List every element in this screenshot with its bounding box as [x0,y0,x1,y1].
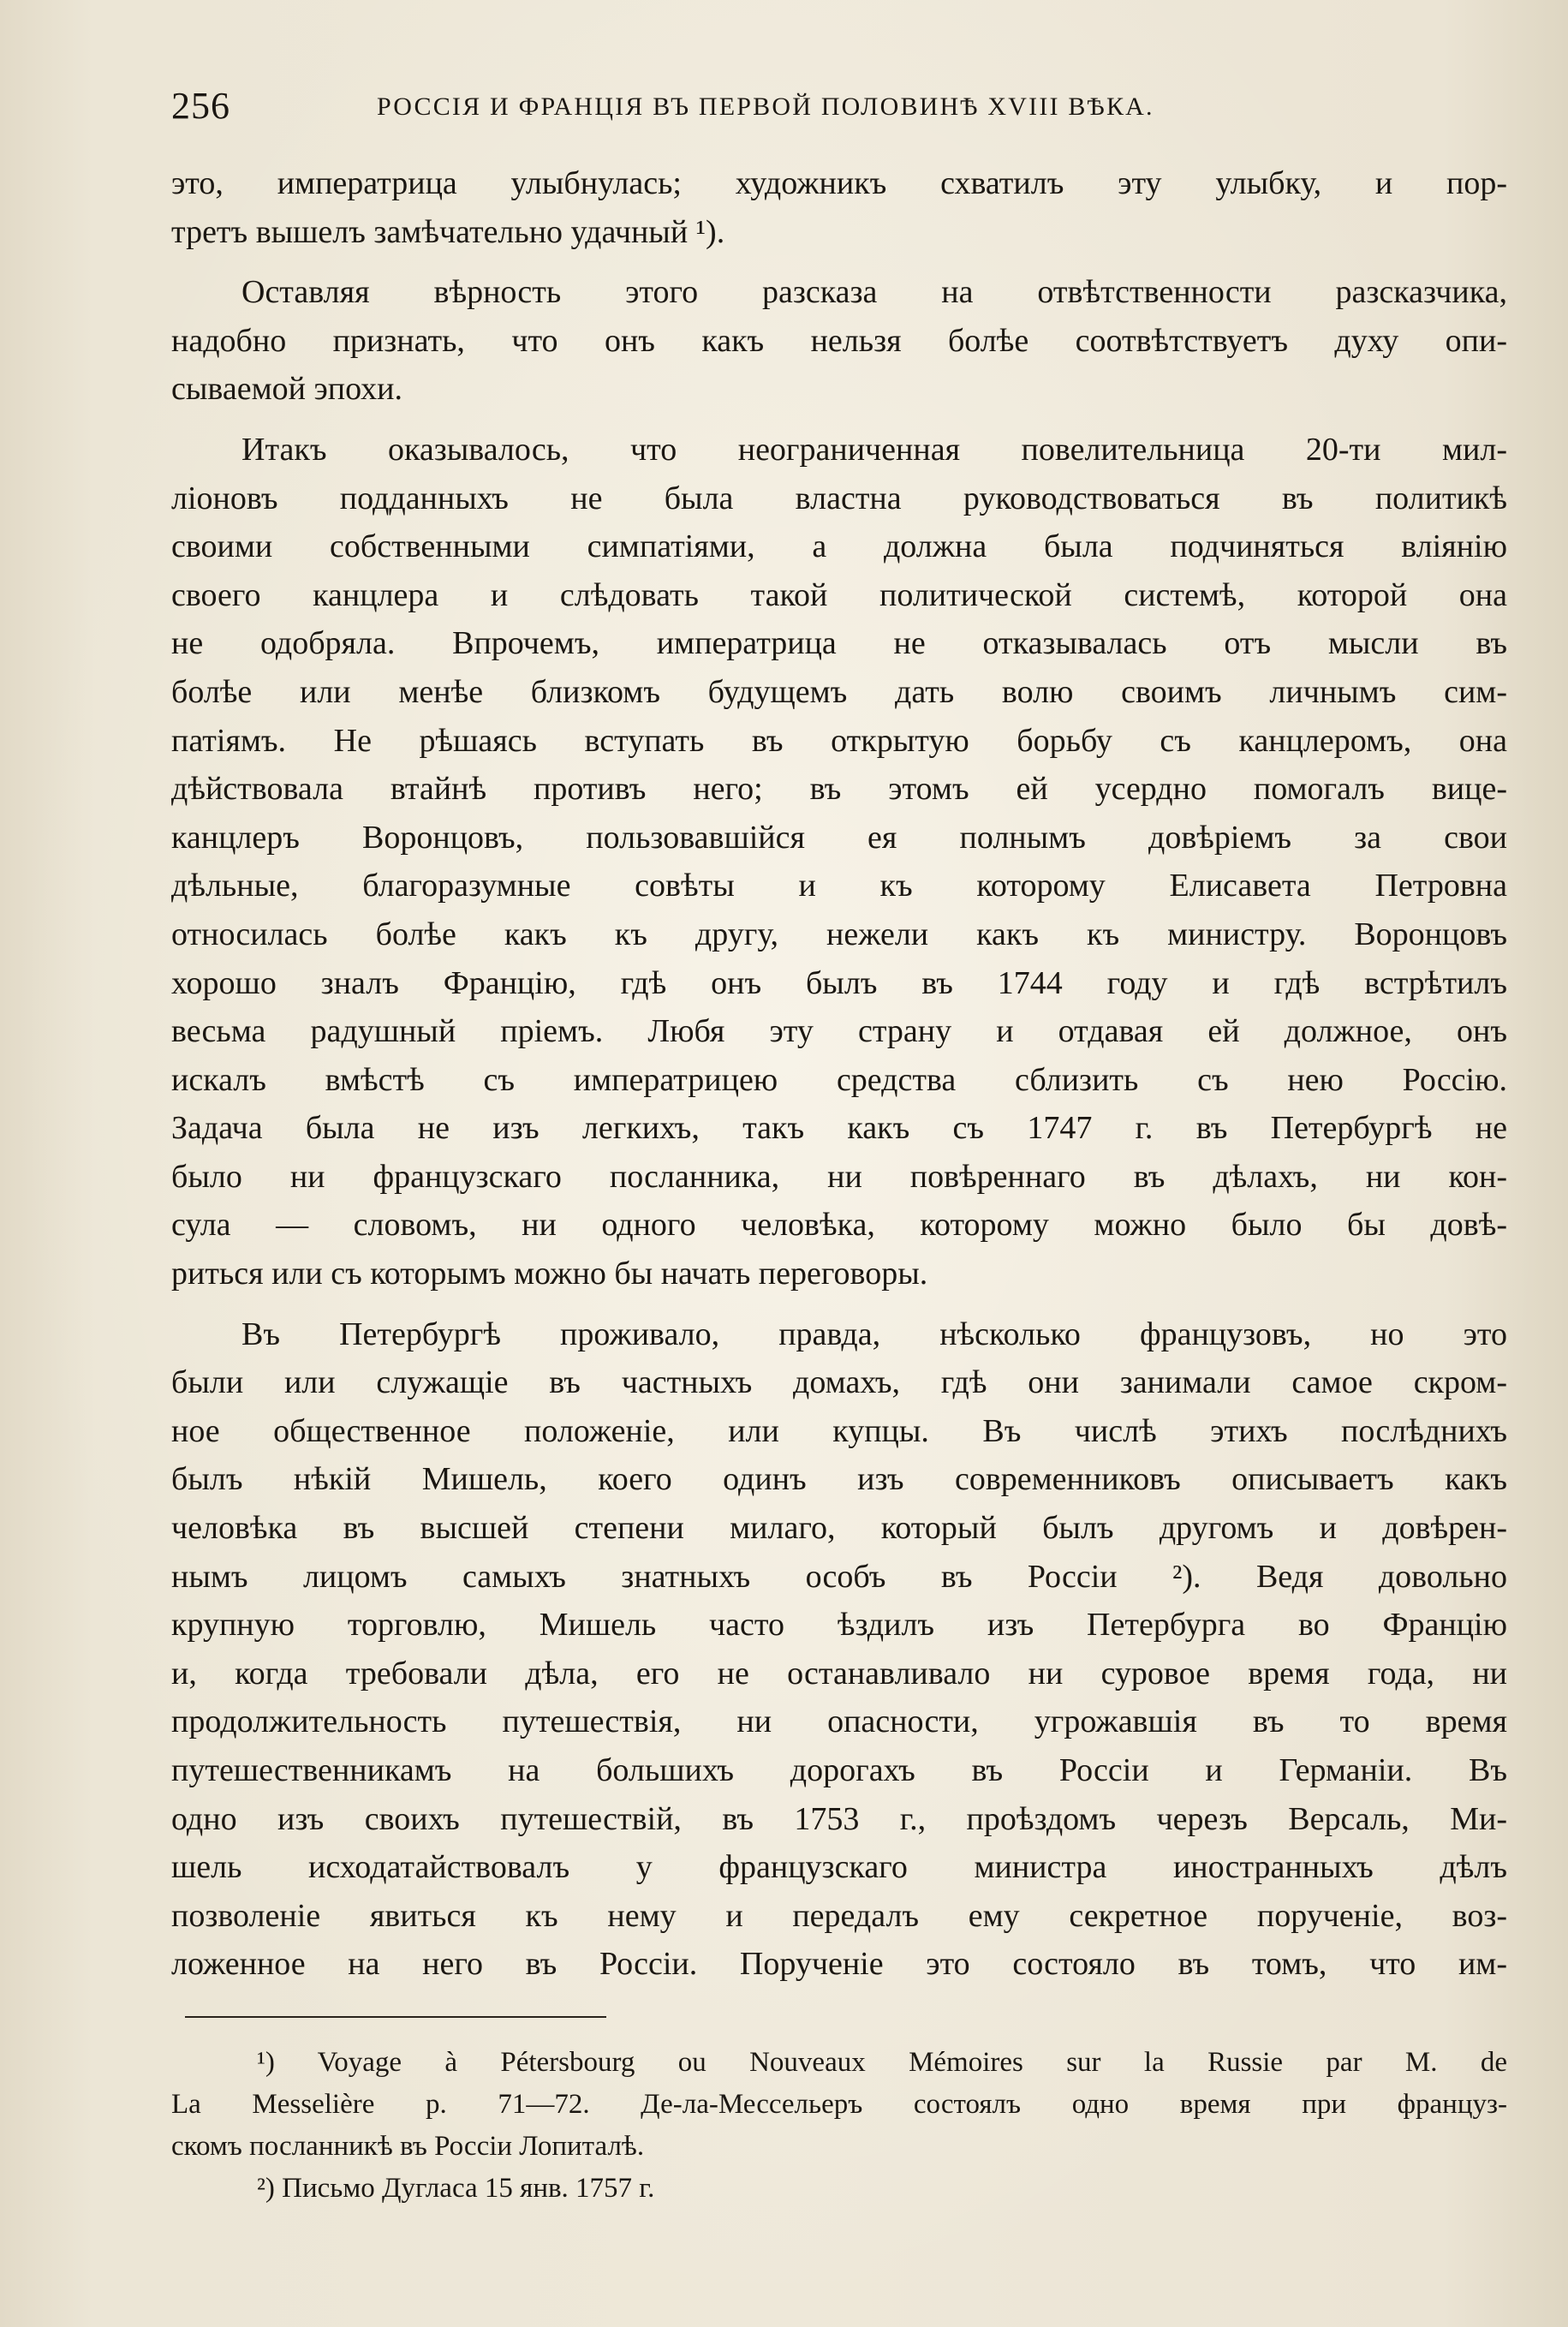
text-line: весьма радушный пріемъ. Любя эту страну и отдавая ей должное, онъ [171,1013,1507,1050]
text-line: хорошо зналъ Францію, гдѣ онъ былъ въ 1744 году и гдѣ встрѣтилъ [171,964,1507,1001]
footnote-divider [185,2016,606,2018]
text-line: не одобряла. Впрочемъ, императрица не отказывалась отъ мысли въ [171,625,1507,662]
text-line: риться или съ которымъ можно бы начать переговоры. [171,1256,928,1292]
text-line: позволеніе явиться къ нему и передалъ ему секретное порученіе, воз- [171,1897,1507,1934]
text-line: сула — словомъ, ни одного человѣка, которому можно было бы довѣ- [171,1207,1507,1244]
text-line: Въ Петербургѣ проживало, правда, нѣсколько французовъ, но это [241,1316,1507,1352]
text-line: продолжительность путешествія, ни опасности, угрожавшія въ то время [171,1703,1507,1740]
text-line: патіямъ. Не рѣшаясь вступать въ открытую борьбу съ канцлеромъ, она [171,722,1507,759]
text-line: Оставляя вѣрность этого разсказа на отвѣтственности разсказчика, [241,274,1507,311]
text-line: канцлеръ Воронцовъ, пользовавшійся ея полнымъ довѣріемъ за свои [171,819,1507,856]
text-line: третъ вышелъ замѣчательно удачный ¹). [171,213,725,250]
text-line: были или служащіе въ частныхъ домахъ, гдѣ они занимали самое скром- [171,1364,1507,1401]
text-line: человѣка въ высшей степени милаго, который былъ другомъ и довѣрен- [171,1510,1507,1547]
text-line: и, когда требовали дѣла, его не останавливало ни суровое время года, ни [171,1655,1507,1692]
text-line: надобно признать, что онъ какъ нельзя болѣе соотвѣтствуетъ духу опи- [171,322,1507,359]
text-line: одно изъ своихъ путешествій, въ 1753 г., проѣздомъ черезъ Версаль, Ми- [171,1800,1507,1837]
text-line: нымъ лицомъ самыхъ знатныхъ особъ въ Россіи ²). Ведя довольно [171,1558,1507,1595]
text-line: болѣе или менѣе близкомъ будущемъ дать волю своимъ личнымъ сим- [171,673,1507,710]
text-line: своими собственными симпатіями, а должна была подчиняться вліянію [171,528,1507,565]
text-line: относилась болѣе какъ къ другу, нежели какъ къ министру. Воронцовъ [171,916,1507,952]
text-line: это, императрица улыбнулась; художникъ схватилъ эту улыбку, и пор- [171,165,1507,201]
text-line: Задача была не изъ легкихъ, такъ какъ съ 1747 г. въ Петербургѣ не [171,1110,1507,1147]
text-line: Итакъ оказывалось, что неограниченная повелительница 20-ти мил- [241,431,1507,468]
text-line: искалъ вмѣстѣ съ императрицею средства сблизить съ нею Россію. [171,1061,1507,1098]
text-line: крупную торговлю, Мишель часто ѣздилъ изъ Петербурга во Францію [171,1607,1507,1644]
text-line: дѣльные, благоразумные совѣты и къ которому Елисавета Петровна [171,868,1507,904]
running-head [171,84,1507,135]
text-line: ложенное на него въ Россіи. Порученіе это состояло въ томъ, что им- [171,1946,1507,1983]
text-line: ліоновъ подданныхъ не была властна руководствоваться въ политикѣ [171,480,1507,516]
text-line: былъ нѣкій Мишель, коего одинъ изъ современниковъ описываетъ какъ [171,1461,1507,1498]
page-number: 256 [171,85,230,127]
text-line: ное общественное положеніе, или купцы. Въ числѣ этихъ послѣднихъ [171,1412,1507,1449]
text-line: путешественникамъ на большихъ дорогахъ въ Россіи и Германіи. Въ [171,1752,1507,1788]
body-text [171,159,1507,1989]
text-line: своего канцлера и слѣдовать такой политической системѣ, которой она [171,576,1507,613]
footnote-line: скомъ посланникѣ въ Россіи Лопиталѣ. [171,2131,645,2162]
footnotes [171,2042,1507,2210]
text-line: дѣйствовала втайнѣ противъ него; въ этомъ ей усердно помогалъ вице- [171,771,1507,808]
text-line: сываемой эпохи. [171,371,402,408]
footnote-line: ²) Письмо Дугласа 15 янв. 1757 г. [257,2173,655,2204]
text-line: было ни французскаго посланника, ни повѣреннаго въ дѣлахъ, ни кон- [171,1158,1507,1195]
footnote-line: ¹) Voyage à Pétersbourg ou Nouveaux Mémoires sur la Russie par M. de [257,2047,1507,2078]
footnote-line: La Messelière p. 71—72. Де-ла-Мессельеръ состоялъ одно время при француз- [171,2089,1507,2120]
running-title: РОССІЯ И ФРАНЦІЯ ВЪ ПЕРВОЙ ПОЛОВИНѢ XVIII ВѢКА. [377,92,1154,121]
text-line: шель исходатайствовалъ у французскаго министра иностранныхъ дѣлъ [171,1849,1507,1886]
